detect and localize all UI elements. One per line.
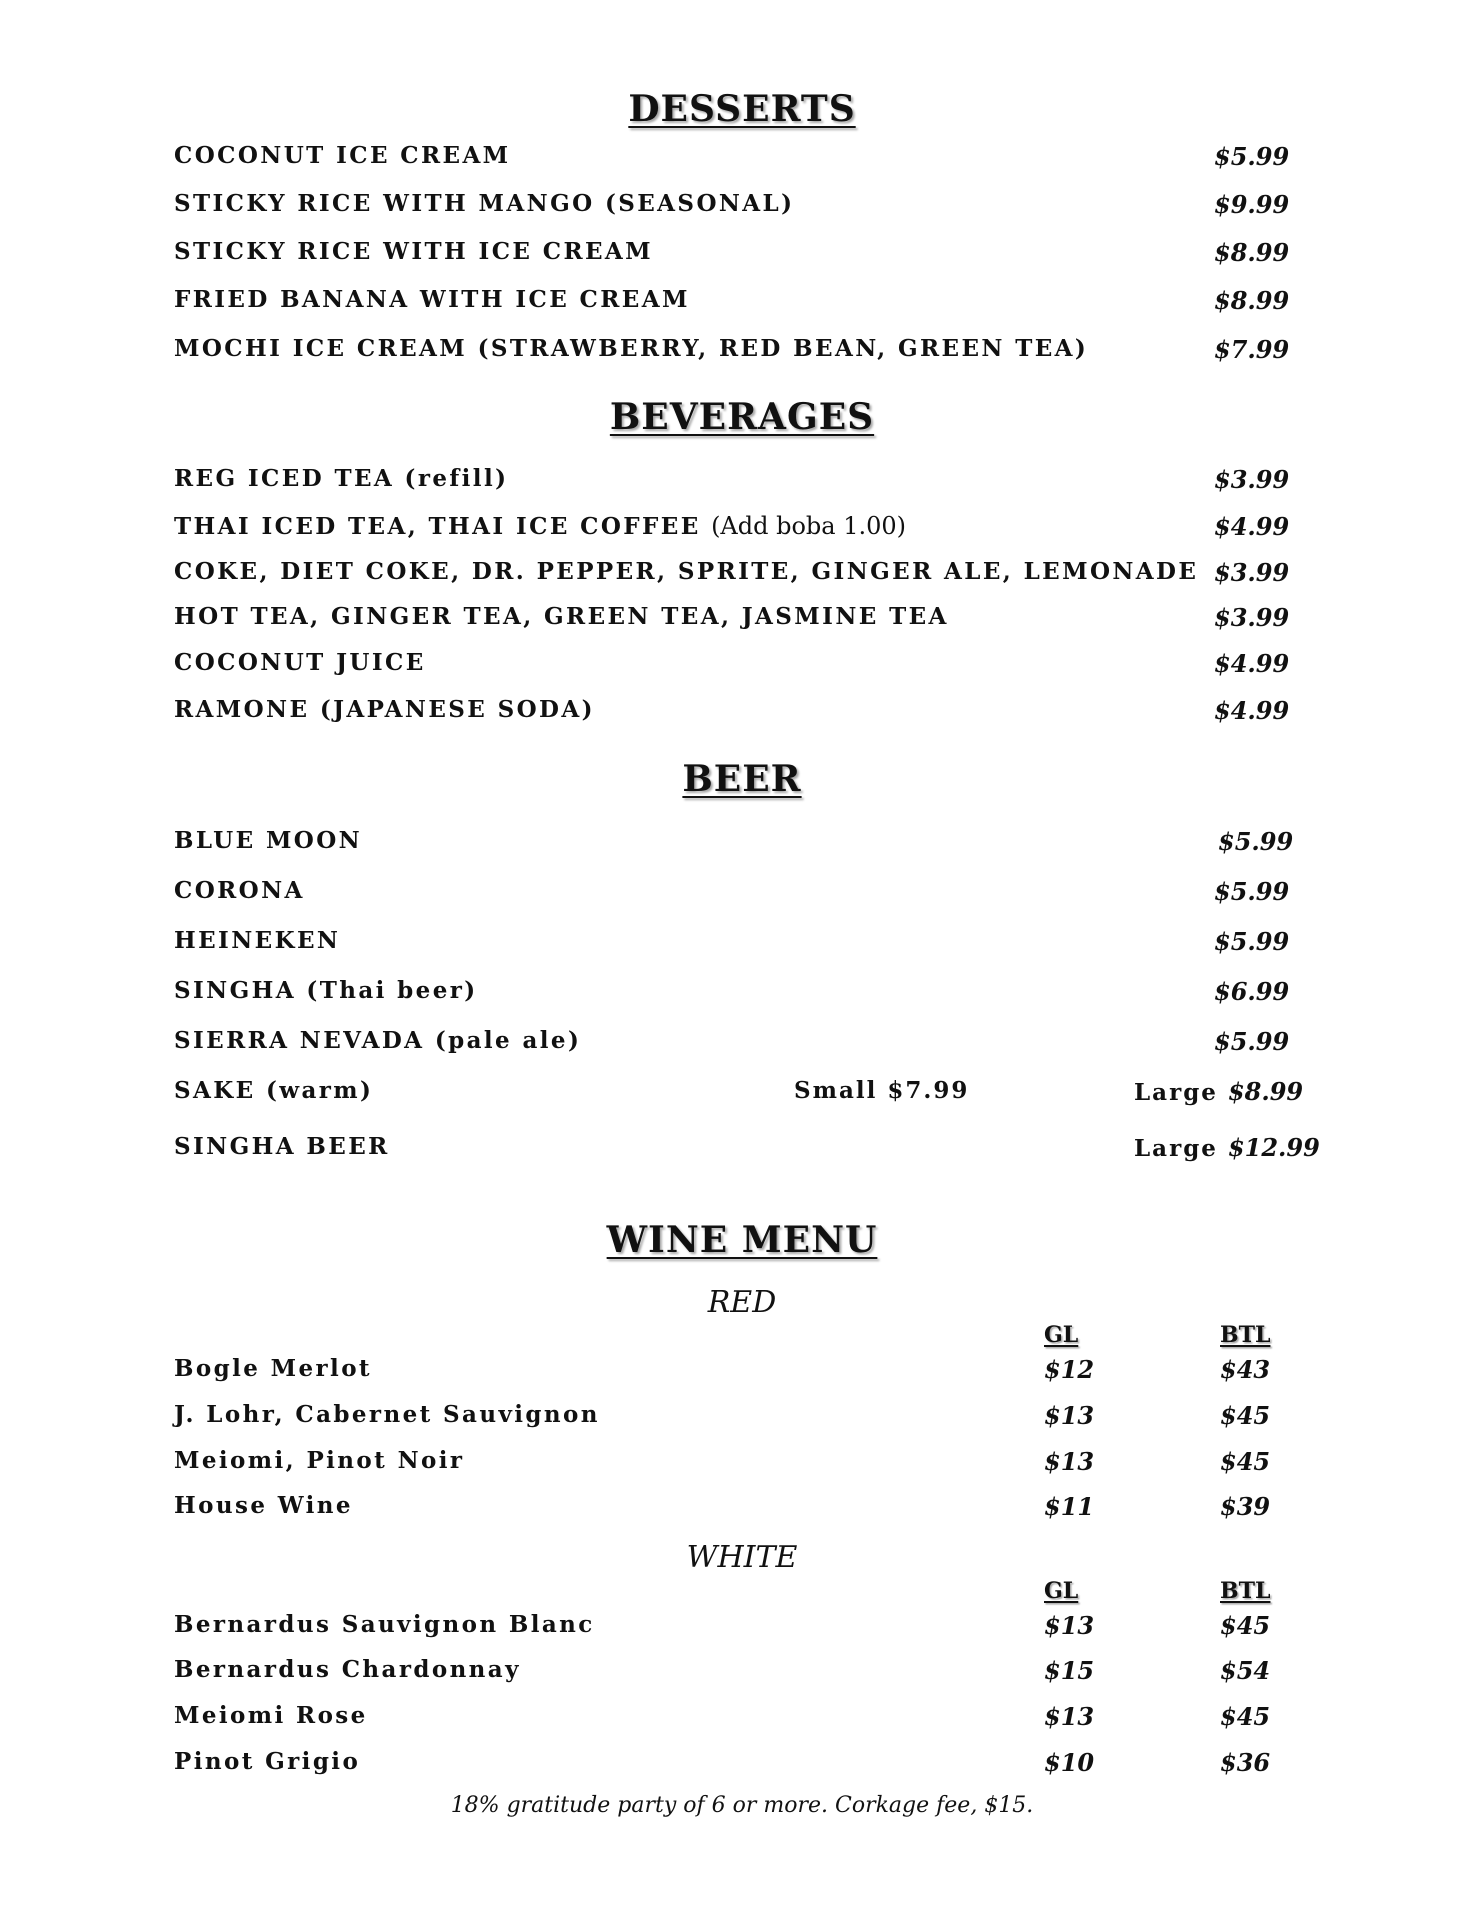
item-price: $5.99 <box>1214 1027 1290 1056</box>
bottle-price: $54 <box>1220 1656 1271 1685</box>
bottle-price: $39 <box>1220 1492 1271 1521</box>
item-price: $3.99 <box>1214 603 1290 632</box>
item-price: $3.99 <box>1214 558 1290 587</box>
wine-row <box>174 1702 1324 1738</box>
item-name: FRIED BANANA WITH ICE CREAM <box>174 286 690 313</box>
large-size-price <box>1134 1133 1320 1162</box>
wine-row <box>174 1611 1324 1647</box>
btl-column-header: BTL <box>1220 1578 1271 1604</box>
wine-row <box>174 1656 1324 1692</box>
menu-item-row <box>174 335 1324 371</box>
gl-column-header: GL <box>1044 1578 1079 1604</box>
wine-name: Pinot Grigio <box>174 1748 361 1775</box>
menu-item-row <box>174 558 1324 594</box>
item-name: COKE, DIET COKE, DR. PEPPER, SPRITE, GINGER ALE, LEMONADE <box>174 558 1199 585</box>
menu-item-row <box>174 286 1324 322</box>
item-price: $6.99 <box>1214 977 1290 1006</box>
beverages-title: BEVERAGES <box>609 396 875 438</box>
bottle-price: $45 <box>1220 1401 1271 1430</box>
singha-beer-row <box>174 1133 1324 1169</box>
item-name: COCONUT ICE CREAM <box>174 142 511 169</box>
bottle-price: $45 <box>1220 1702 1271 1731</box>
menu-item-row <box>174 142 1324 178</box>
menu-item-row <box>174 927 1324 963</box>
glass-price: $13 <box>1044 1611 1095 1640</box>
item-note: (Add boba 1.00) <box>711 512 907 540</box>
menu-item-row <box>174 696 1324 732</box>
wine-name: J. Lohr, Cabernet Sauvignon <box>174 1401 600 1428</box>
item-name: RAMONE (JAPANESE SODA) <box>174 696 595 723</box>
gl-column-header: GL <box>1044 1322 1079 1348</box>
sake-row <box>174 1077 1324 1113</box>
wine-name: Meiomi, Pinot Noir <box>174 1447 465 1474</box>
menu-item-row <box>174 603 1324 639</box>
wine-name: Bogle Merlot <box>174 1355 372 1382</box>
item-price: $8.99 <box>1214 286 1290 315</box>
large-price: $12.99 <box>1227 1133 1320 1162</box>
footer-note: 18% gratitude party of 6 or more. Corkage fee, $15. <box>450 1793 1034 1818</box>
item-name: SAKE (warm) <box>174 1077 374 1104</box>
white-wine-heading: WHITE <box>686 1540 798 1575</box>
item-name: REG ICED TEA (refill) <box>174 465 509 492</box>
item-name: STICKY RICE WITH ICE CREAM <box>174 238 654 265</box>
glass-price: $12 <box>1044 1355 1095 1384</box>
item-name: HOT TEA, GINGER TEA, GREEN TEA, JASMINE TEA <box>174 603 949 630</box>
menu-item-row <box>174 512 1324 548</box>
item-name: COCONUT JUICE <box>174 649 426 676</box>
menu-item-row <box>174 649 1324 685</box>
glass-price: $11 <box>1044 1492 1095 1521</box>
wine-name: Bernardus Sauvignon Blanc <box>174 1611 595 1638</box>
btl-column-header: BTL <box>1220 1322 1271 1348</box>
wine-name: Bernardus Chardonnay <box>174 1656 521 1683</box>
large-label: Large <box>1134 1135 1218 1162</box>
item-price: $5.99 <box>1214 927 1290 956</box>
wine-name: House Wine <box>174 1492 353 1519</box>
wine-row <box>174 1401 1324 1437</box>
menu-item-row <box>174 877 1324 913</box>
item-name-text: THAI ICED TEA, THAI ICE COFFEE <box>174 513 701 540</box>
desserts-title: DESSERTS <box>628 88 856 130</box>
wine-menu-title: WINE MENU <box>606 1219 878 1261</box>
item-price: $4.99 <box>1214 696 1290 725</box>
wine-row <box>174 1748 1324 1784</box>
item-price: $8.99 <box>1214 238 1290 267</box>
red-wine-heading: RED <box>707 1285 777 1320</box>
wine-row <box>174 1492 1324 1528</box>
menu-item-row <box>174 465 1324 501</box>
beer-title: BEER <box>682 758 802 800</box>
large-price: $8.99 <box>1227 1077 1304 1106</box>
item-price: $5.99 <box>1214 877 1290 906</box>
bottle-price: $45 <box>1220 1611 1271 1640</box>
item-name: SINGHA BEER <box>174 1133 390 1160</box>
wine-name: Meiomi Rose <box>174 1702 368 1729</box>
glass-price: $13 <box>1044 1702 1095 1731</box>
item-price: $4.99 <box>1214 649 1290 678</box>
item-price: $5.99 <box>1218 827 1294 856</box>
bottle-price: $36 <box>1220 1748 1271 1777</box>
item-name: MOCHI ICE CREAM (STRAWBERRY, RED BEAN, GREEN TEA) <box>174 335 1089 362</box>
menu-item-row <box>174 190 1324 226</box>
item-price: $4.99 <box>1214 512 1290 541</box>
item-price: $5.99 <box>1214 142 1290 171</box>
item-price: $7.99 <box>1214 335 1290 364</box>
bottle-price: $45 <box>1220 1447 1271 1476</box>
glass-price: $13 <box>1044 1401 1095 1430</box>
large-size-price <box>1134 1077 1303 1106</box>
large-label: Large <box>1134 1079 1218 1106</box>
item-name: SINGHA (Thai beer) <box>174 977 478 1004</box>
item-name: SIERRA NEVADA (pale ale) <box>174 1027 582 1054</box>
wine-row <box>174 1447 1324 1483</box>
item-price: $9.99 <box>1214 190 1290 219</box>
item-name: BLUE MOON <box>174 827 363 854</box>
item-name <box>174 512 906 540</box>
wine-row <box>174 1355 1324 1391</box>
item-name: CORONA <box>174 877 305 904</box>
menu-item-row <box>174 238 1324 274</box>
glass-price: $13 <box>1044 1447 1095 1476</box>
item-name: STICKY RICE WITH MANGO (SEASONAL) <box>174 190 795 217</box>
menu-item-row <box>174 977 1324 1013</box>
menu-item-row <box>174 827 1324 863</box>
glass-price: $10 <box>1044 1748 1095 1777</box>
glass-price: $15 <box>1044 1656 1095 1685</box>
item-price: $3.99 <box>1214 465 1290 494</box>
menu-item-row <box>174 1027 1324 1063</box>
item-name: HEINEKEN <box>174 927 341 954</box>
small-size-price: Small $7.99 <box>794 1077 970 1104</box>
bottle-price: $43 <box>1220 1355 1271 1384</box>
